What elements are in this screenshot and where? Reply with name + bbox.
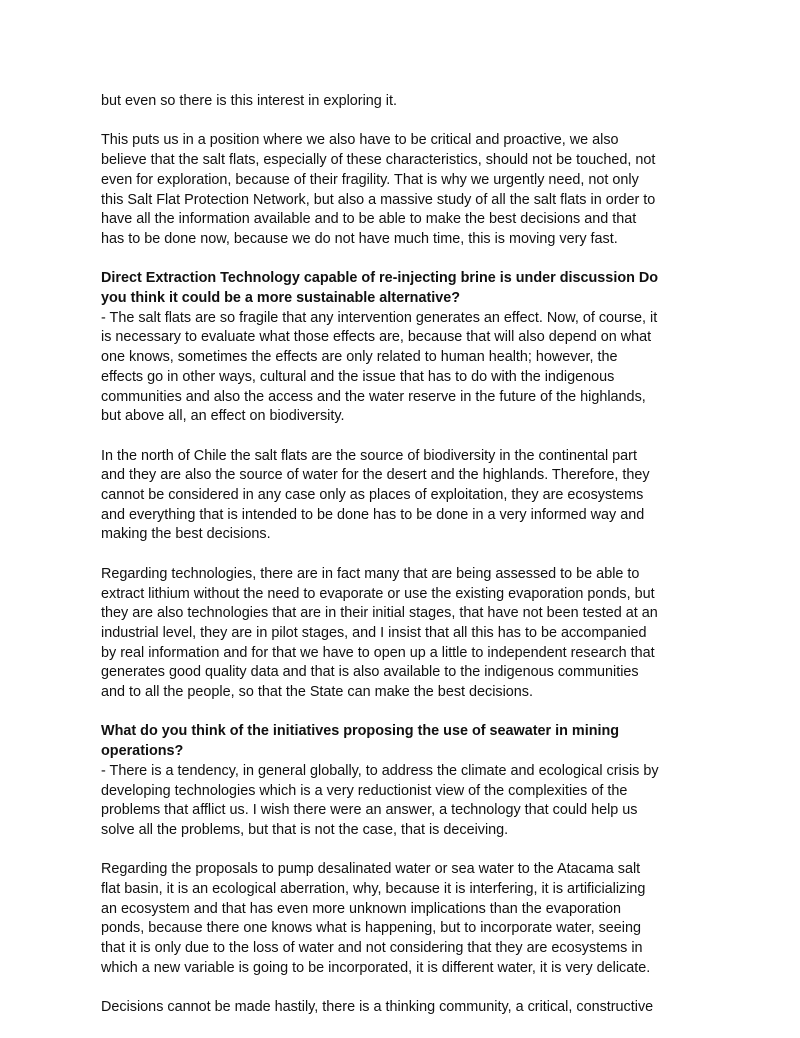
paragraph-intro-continuation: but even so there is this interest in exploring it.: [101, 93, 397, 109]
paragraph-critical-proactive: This puts us in a position where we also have to be critical and proactive, we also believe that the salt flats, especially of these characteristics, should not be touched, not even for exploration, because of their fragility. That is why we urgently need, not only this Salt Flat Protection Network, but also a massive study of all the salt flats in order to have all the information available and to be able to make the best decisions and that has to be done now, because we do not have much time, this is moving very fast.: [101, 132, 656, 247]
paragraph-decisions: Decisions cannot be made hastily, there is a thinking community, a critical, constructive: [101, 999, 654, 1016]
answer-text: - There is a tendency, in general globally, to address the climate and ecological crisis by developing technologies which is a very reductionist view of the complexities of the problems that afflict us. I wish there were an answer, a technology that could help us solve all the problems, but that is not the case, that is deceiving.: [101, 762, 659, 838]
paragraph-north-chile: In the north of Chile the salt flats are the source of biodiversity in the continental part and they are also the source of water for the desert and the highlands. Therefore, they cannot be considered in any case only as places of exploitation, they are ecosystems and everything that is intended to be done has to be done in a very informed way and making the best decisions.: [101, 447, 650, 543]
question-heading: What do you think of the initiatives proposing the use of seawater in mining operations?: [101, 723, 620, 760]
qa-seawater: [101, 722, 701, 840]
paragraph-technologies: Regarding technologies, there are in fact many that are being assessed to be able to extract lithium without the need to evaporate or use the existing evaporation ponds, but they are also technologies that are in their initial stages, that have not been tested at an industrial level, they are in pilot stages, and I insist that all this has to be accompanied by real information and for that we have to open up a little to independent research that generates good quality data and that is also available to the indigenous communities and to all the people, so that the State can make the best decisions.: [101, 565, 658, 701]
qa-direct-extraction: [101, 269, 701, 427]
document-body: [101, 92, 701, 1038]
paragraph-desalinated-water: Regarding the proposals to pump desalinated water or sea water to the Atacama salt flat basin, it is an ecological aberration, why, because it is interfering, it is artificializing an ecosystem and that has even more unknown implications than the evaporation ponds, because there one knows what is happening, but to incorporate water, seeing that it is only due to the loss of water and not considering that they are ecosystems in which a new variable is going to be incorporated, it is different water, it is very delicate.: [101, 861, 651, 976]
question-heading: Direct Extraction Technology capable of re-injecting brine is under discussion Do you think it could be a more sustainable alternative?: [101, 270, 659, 306]
answer-text: - The salt flats are so fragile that any intervention generates an effect. Now, of course, it is necessary to evaluate what those effects are, because that will also depend on what one knows, sometimes the effects are only related to human health; however, the effects go in other ways, cultural and the issue that has to do with the indigenous communities and also the access and the water reserve in the future of the highlands, but above all, an effect on biodiversity.: [101, 309, 658, 425]
